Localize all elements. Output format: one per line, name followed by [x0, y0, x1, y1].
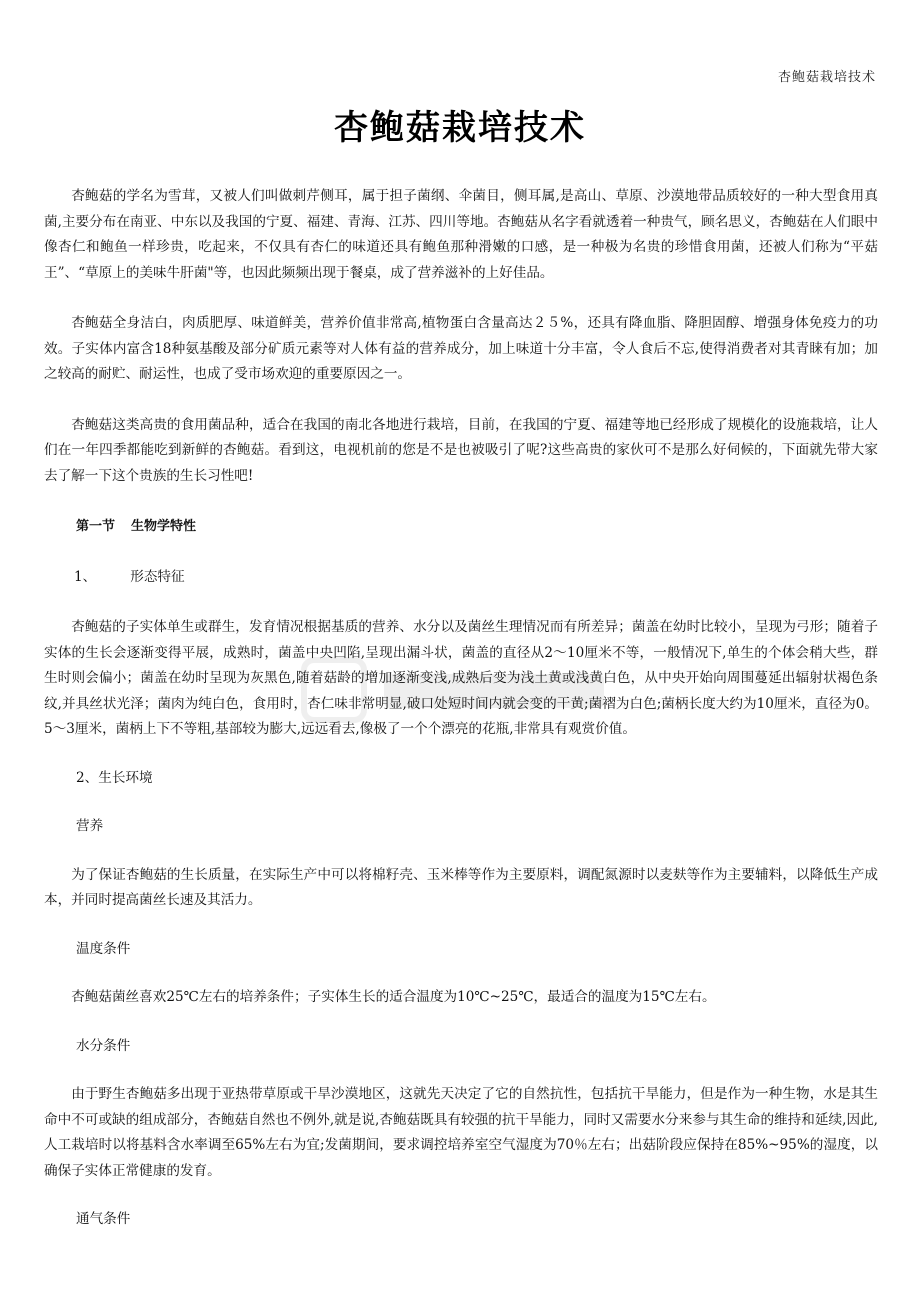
morphology-paragraph: 杏鲍菇的子实体单生或群生，发育情况根据基质的营养、水分以及菌丝生理情况而有所差异；菌盖在幼时比较小，呈现为弓形；随着子实体的生长会逐渐变得平展，成熟时，菌盖中央凹陷,呈现出漏斗状，菌盖的直径从2～10厘米不等，一般情况下,单生的个体会稍大些，群生时则会偏小；菌盖在幼时呈现为灰黑色,随着菇龄的增加逐渐变浅,成熟后变为浅土黄或浅黄白色，从中央开始向周围蔓延出辐射状褐色条纹,并具丝状光泽；菌肉为纯白色，食用时，杏仁味非常明显,破口处短时间内就会变的干黄;菌褶为白色;菌柄长度大约为10厘米，直径为0。5～3厘米，菌柄上下不等粗,基部较为膨大,远远看去,像极了一个个漂亮的花瓶,非常具有观赏价值。	[44, 619, 878, 737]
subsection-title: 形态特征	[130, 568, 185, 585]
nutrition-heading: 营养	[76, 818, 104, 834]
temperature-heading: 温度条件	[76, 940, 131, 957]
intro-paragraph-1: 杏鲍菇的学名为雪茸，又被人们叫做刺芹侧耳，属于担子菌纲、伞菌目，侧耳属,是高山、草原、沙漠地带品质较好的一种大型食用真菌,主要分布在南亚、中东以及我国的宁夏、福建、青海、江苏、四川等地。杏鲍菇从名字看就透着一种贵气，顾名思义，杏鲍菇在人们眼中像杏仁和鲍鱼一样珍贵，吃起来，不仅具有杏仁的味道还具有鲍鱼那种滑嫩的口感，是一种极为名贵的珍惜食用菌，还被人们称为“平菇王”、“草原上的美味牛肝菌"等，也因此频频出现于餐桌，成了营养滋补的上好佳品。	[44, 188, 878, 281]
intro-paragraph-3: 杏鲍菇这类高贵的食用菌品种，适合在我国的南北各地进行栽培，目前，在我国的宁夏、福建等地已经形成了规模化的设施栽培，让人们在一年四季都能吃到新鲜的杏鲍菇。看到这，电视机前的您是不是也被吸引了呢?这些高贵的家伙可不是那么好伺候的，下面就先带大家去了解一下这个贵族的生长习性吧!	[44, 416, 878, 484]
subsection-heading-environment: 2、生长环境	[76, 769, 153, 786]
section-heading	[44, 514, 878, 540]
running-header: 杏鲍菇栽培技术	[777, 70, 876, 85]
document-title: 杏鲍菇栽培技术	[334, 108, 586, 148]
nutrition-paragraph: 为了保证杏鲍菇的生长质量，在实际生产中可以将棉籽壳、玉米棒等作为主要原料，调配氮源时以麦麸等作为主要辅料，以降低生产成本，并同时提高菌丝长速及其活力。	[44, 866, 878, 908]
section-title: 生物学特性	[131, 519, 197, 534]
moisture-heading: 水分条件	[76, 1037, 131, 1054]
subsection-number: 1、	[74, 568, 97, 585]
moisture-paragraph: 由于野生杏鲍菇多出现于亚热带草原或干旱沙漠地区，这就先天决定了它的自然抗性，包括抗干旱能力，但是作为一种生物，水是其生命中不可或缺的组成部分，杏鲍菇自然也不例外,就是说,杏鲍菇既具有较强的抗干旱能力，同时又需要水分来参与其生命的维持和延续,因此,人工栽培时以将基料含水率调至65%左右为宜;发菌期间，要求调控培养室空气湿度为70％左右；出菇阶段应保持在85%~95%的湿度，以确保子实体正常健康的发育。	[44, 1086, 878, 1179]
subsection-heading-morphology	[44, 565, 878, 591]
temperature-paragraph: 杏鲍菇菌丝喜欢25℃左右的培养条件；子实体生长的适合温度为10℃~25℃，最适合的温度为15℃左右。	[71, 989, 716, 1005]
intro-paragraph-2: 杏鲍菇全身洁白，肉质肥厚、味道鲜美，营养价值非常高,植物蛋白含量高达２５%，还具有降血脂、降胆固醇、增强身体免疫力的功效。子实体内富含18种氨基酸及部分矿质元素等对人体有益的营养成分，加上味道十分丰富，令人食后不忘,使得消费者对其青睐有加；加之较高的耐贮、耐运性，也成了受市场欢迎的重要原因之一。	[44, 315, 878, 382]
ventilation-heading: 通气条件	[76, 1211, 131, 1227]
section-label: 第一节	[76, 519, 116, 534]
document-body	[44, 184, 878, 1233]
